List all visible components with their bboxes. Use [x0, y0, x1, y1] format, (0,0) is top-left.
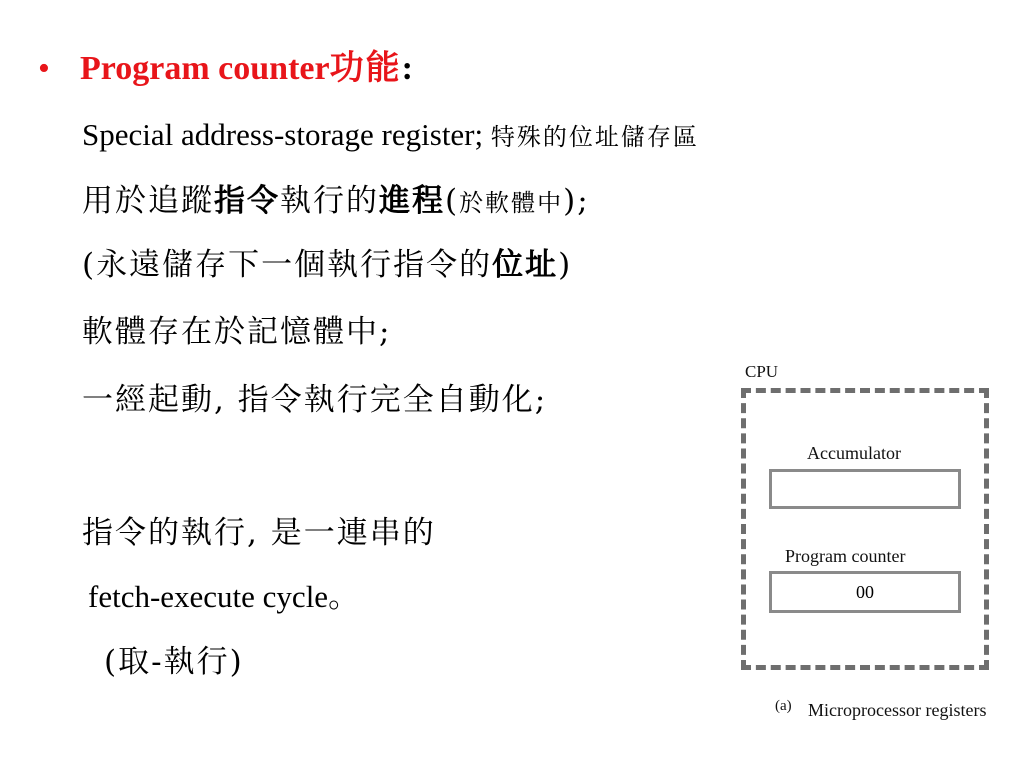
line-software-memory: 軟體存在於記憶體中; — [82, 314, 392, 350]
program-counter-register: 00 — [769, 571, 961, 613]
line-next-address — [82, 245, 572, 285]
text-segment: 取-執行 — [118, 644, 230, 680]
text-bold-instruction: 指令 — [214, 183, 280, 219]
text-bold-progress: 進程 — [379, 183, 445, 219]
heading-text: Program counter — [80, 50, 330, 87]
text-segment: 是一連串的 — [270, 515, 436, 551]
text-segment: ( — [104, 644, 119, 680]
cpu-box — [741, 388, 989, 670]
caption-text: Microprocessor registers — [808, 700, 987, 720]
heading-line — [38, 48, 413, 89]
text-segment: ); — [563, 183, 590, 219]
line-auto-execution — [82, 380, 547, 420]
text-segment: , — [247, 515, 271, 551]
text-segment: 一經起動 — [82, 382, 214, 418]
text-segment: , — [214, 382, 238, 418]
text-segment: ) — [229, 644, 244, 680]
line-track-progress — [82, 181, 590, 223]
line-fetch-execute: fetch-execute cycle。 — [88, 579, 360, 614]
line-special-register — [82, 115, 699, 157]
text-segment: 用於追蹤 — [82, 183, 214, 219]
text-segment: 執行的 — [280, 183, 379, 219]
text-segment: 指令的執行 — [82, 515, 247, 551]
special-register-en: Special address-storage register; — [82, 117, 484, 152]
text-segment: ; — [534, 382, 548, 418]
special-register-cjk: 特殊的位址儲存區 — [490, 123, 699, 151]
caption-marker: (a) — [775, 698, 792, 714]
cpu-register-diagram — [735, 362, 1005, 752]
accumulator-label: Accumulator — [807, 443, 901, 463]
program-counter-label: Program counter — [785, 546, 906, 566]
heading-cjk: 功能 — [329, 48, 402, 88]
text-segment: ( — [82, 247, 97, 283]
cpu-label: CPU — [745, 362, 779, 381]
text-bold-address: 位址 — [492, 247, 559, 283]
text-segment: ( — [445, 183, 460, 219]
text-segment: ) — [558, 247, 573, 283]
text-segment: 指令執行完全自動化 — [237, 382, 535, 418]
text-in-software: 於軟體中 — [459, 189, 564, 217]
bullet-icon: • — [38, 50, 50, 87]
text-segment: 永遠儲存下一個執行指令的 — [96, 247, 493, 283]
heading-colon: : — [401, 50, 413, 87]
line-execution-series — [82, 513, 436, 553]
line-fetch-execute-cjk — [104, 642, 244, 682]
accumulator-register — [769, 469, 961, 509]
